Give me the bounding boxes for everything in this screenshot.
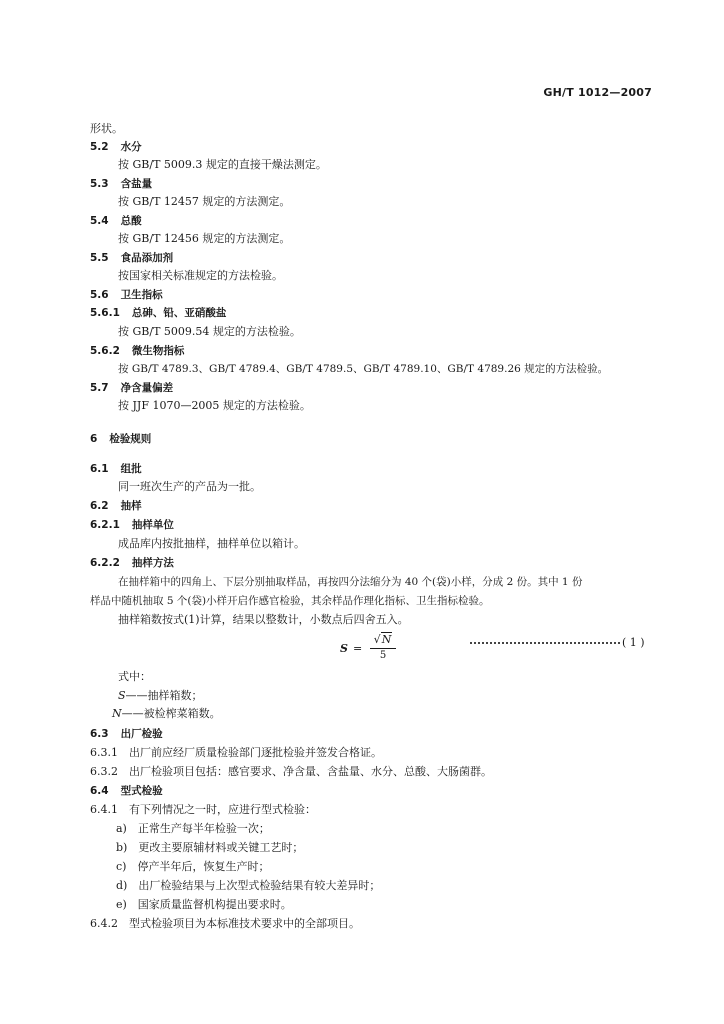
body-line: 6.4.1 有下列情况之一时，应进行型式检验： xyxy=(90,803,316,816)
formula-leader-dots xyxy=(470,642,620,644)
formula-number: ( 1 ) xyxy=(622,636,645,649)
subsection-heading xyxy=(90,306,226,320)
section-number: 6.2.1 xyxy=(90,519,120,531)
section-title: 出厂检验 xyxy=(120,728,163,740)
symbol-definition xyxy=(118,689,203,703)
symbol-meaning: ——被检榨菜箱数。 xyxy=(121,707,221,720)
body-line: 同一班次生产的产品为一批。 xyxy=(118,480,261,493)
section-number: 5.6 xyxy=(90,289,109,301)
section-number: 6 xyxy=(90,433,98,445)
symbol-meaning: ——抽样箱数； xyxy=(125,689,203,702)
section-heading xyxy=(90,288,163,302)
section-title: 组批 xyxy=(120,463,142,475)
formula-numerator xyxy=(370,632,396,646)
section-title: 含盐量 xyxy=(120,178,153,190)
section-number: 5.3 xyxy=(90,178,109,190)
section-title: 型式检验 xyxy=(120,785,163,797)
body-line: 抽样箱数按式(1)计算，结果以整数计，小数点后四舍五入。 xyxy=(118,613,409,626)
section-number: 6.2 xyxy=(90,500,109,512)
symbol: N xyxy=(112,707,122,720)
section-number: 6.3 xyxy=(90,728,109,740)
section-number: 5.6.1 xyxy=(90,307,120,319)
radical-sign: √ xyxy=(373,633,381,646)
body-line: 按国家相关标准规定的方法检验。 xyxy=(118,269,283,282)
formula-equals: = xyxy=(353,642,363,655)
list-item: a) 正常生产每半年检验一次； xyxy=(116,822,270,835)
fraction-bar xyxy=(370,648,396,649)
list-item: b) 更改主要原辅材料或关键工艺时； xyxy=(116,841,304,854)
formula-denominator: 5 xyxy=(379,650,387,661)
body-line: 按 GB/T 5009.54 规定的方法检验。 xyxy=(118,325,301,338)
list-item: c) 停产半年后，恢复生产时； xyxy=(116,860,270,873)
subsection-heading xyxy=(90,556,174,570)
section-title: 抽样单位 xyxy=(131,519,174,531)
body-line: 6.3.2 出厂检验项目包括：感官要求、净含量、含盐量、水分、总酸、大肠菌群。 xyxy=(90,765,492,778)
section-title: 检验规则 xyxy=(109,433,152,445)
chapter-heading xyxy=(90,432,151,446)
section-title: 食品添加剂 xyxy=(120,252,174,264)
body-line: 按 GB/T 12457 规定的方法测定。 xyxy=(118,195,291,208)
symbol-definition xyxy=(112,707,221,721)
section-title: 抽样 xyxy=(120,500,142,512)
body-line: 形状。 xyxy=(90,122,123,135)
section-number: 5.5 xyxy=(90,252,109,264)
section-heading xyxy=(90,177,152,191)
subsection-heading xyxy=(90,344,184,358)
list-item: e) 国家质量监督机构提出要求时。 xyxy=(116,898,292,911)
body-line: 按 GB/T 4789.3、GB/T 4789.4、GB/T 4789.5、GB/T 4789.10、GB/T 4789.26 规定的方法检验。 xyxy=(118,363,609,375)
symbol: S xyxy=(118,689,126,702)
section-number: 5.4 xyxy=(90,215,109,227)
formula-lhs: S xyxy=(340,642,348,655)
section-heading xyxy=(90,462,142,476)
section-heading xyxy=(90,381,173,395)
body-line: 6.3.1 出厂前应经厂质量检验部门逐批检验并签发合格证。 xyxy=(90,746,382,759)
section-heading xyxy=(90,727,163,741)
body-line: 在抽样箱中的四角上、下层分别抽取样品，再按四分法缩分为 40 个(袋)小样，分成 2 份。其中 1 份 xyxy=(118,576,583,588)
section-heading xyxy=(90,499,142,513)
section-title: 总砷、铅、亚硝酸盐 xyxy=(131,307,227,319)
body-line: 成品库内按批抽样，抽样单位以箱计。 xyxy=(118,537,305,550)
list-item: d) 出厂检验结果与上次型式检验结果有较大差异时； xyxy=(116,879,381,892)
body-line: 按 GB/T 12456 规定的方法测定。 xyxy=(118,232,291,245)
section-heading xyxy=(90,214,142,228)
section-title: 总酸 xyxy=(120,215,142,227)
section-number: 5.7 xyxy=(90,382,109,394)
section-title: 抽样方法 xyxy=(131,557,174,569)
section-title: 净含量偏差 xyxy=(120,382,174,394)
section-number: 5.2 xyxy=(90,141,109,153)
section-heading xyxy=(90,140,142,154)
body-line: 按 JJF 1070—2005 规定的方法检验。 xyxy=(118,399,311,412)
section-title: 卫生指标 xyxy=(120,289,163,301)
section-number: 5.6.2 xyxy=(90,345,120,357)
section-title: 微生物指标 xyxy=(131,345,185,357)
section-number: 6.2.2 xyxy=(90,557,120,569)
standard-code: GH/T 1012—2007 xyxy=(543,86,652,99)
body-line: 样品中随机抽取 5 个(袋)小样开启作感官检验，其余样品作理化指标、卫生指标检验。 xyxy=(90,595,490,607)
body-line: 6.4.2 型式检验项目为本标准技术要求中的全部项目。 xyxy=(90,917,360,930)
section-number: 6.1 xyxy=(90,463,109,475)
section-number: 6.4 xyxy=(90,785,109,797)
section-heading xyxy=(90,251,173,265)
section-title: 水分 xyxy=(120,141,142,153)
body-line: 式中： xyxy=(118,670,151,683)
body-line: 按 GB/T 5009.3 规定的直接干燥法测定。 xyxy=(118,158,327,171)
radicand: N xyxy=(381,633,392,646)
section-heading xyxy=(90,784,163,798)
subsection-heading xyxy=(90,518,174,532)
